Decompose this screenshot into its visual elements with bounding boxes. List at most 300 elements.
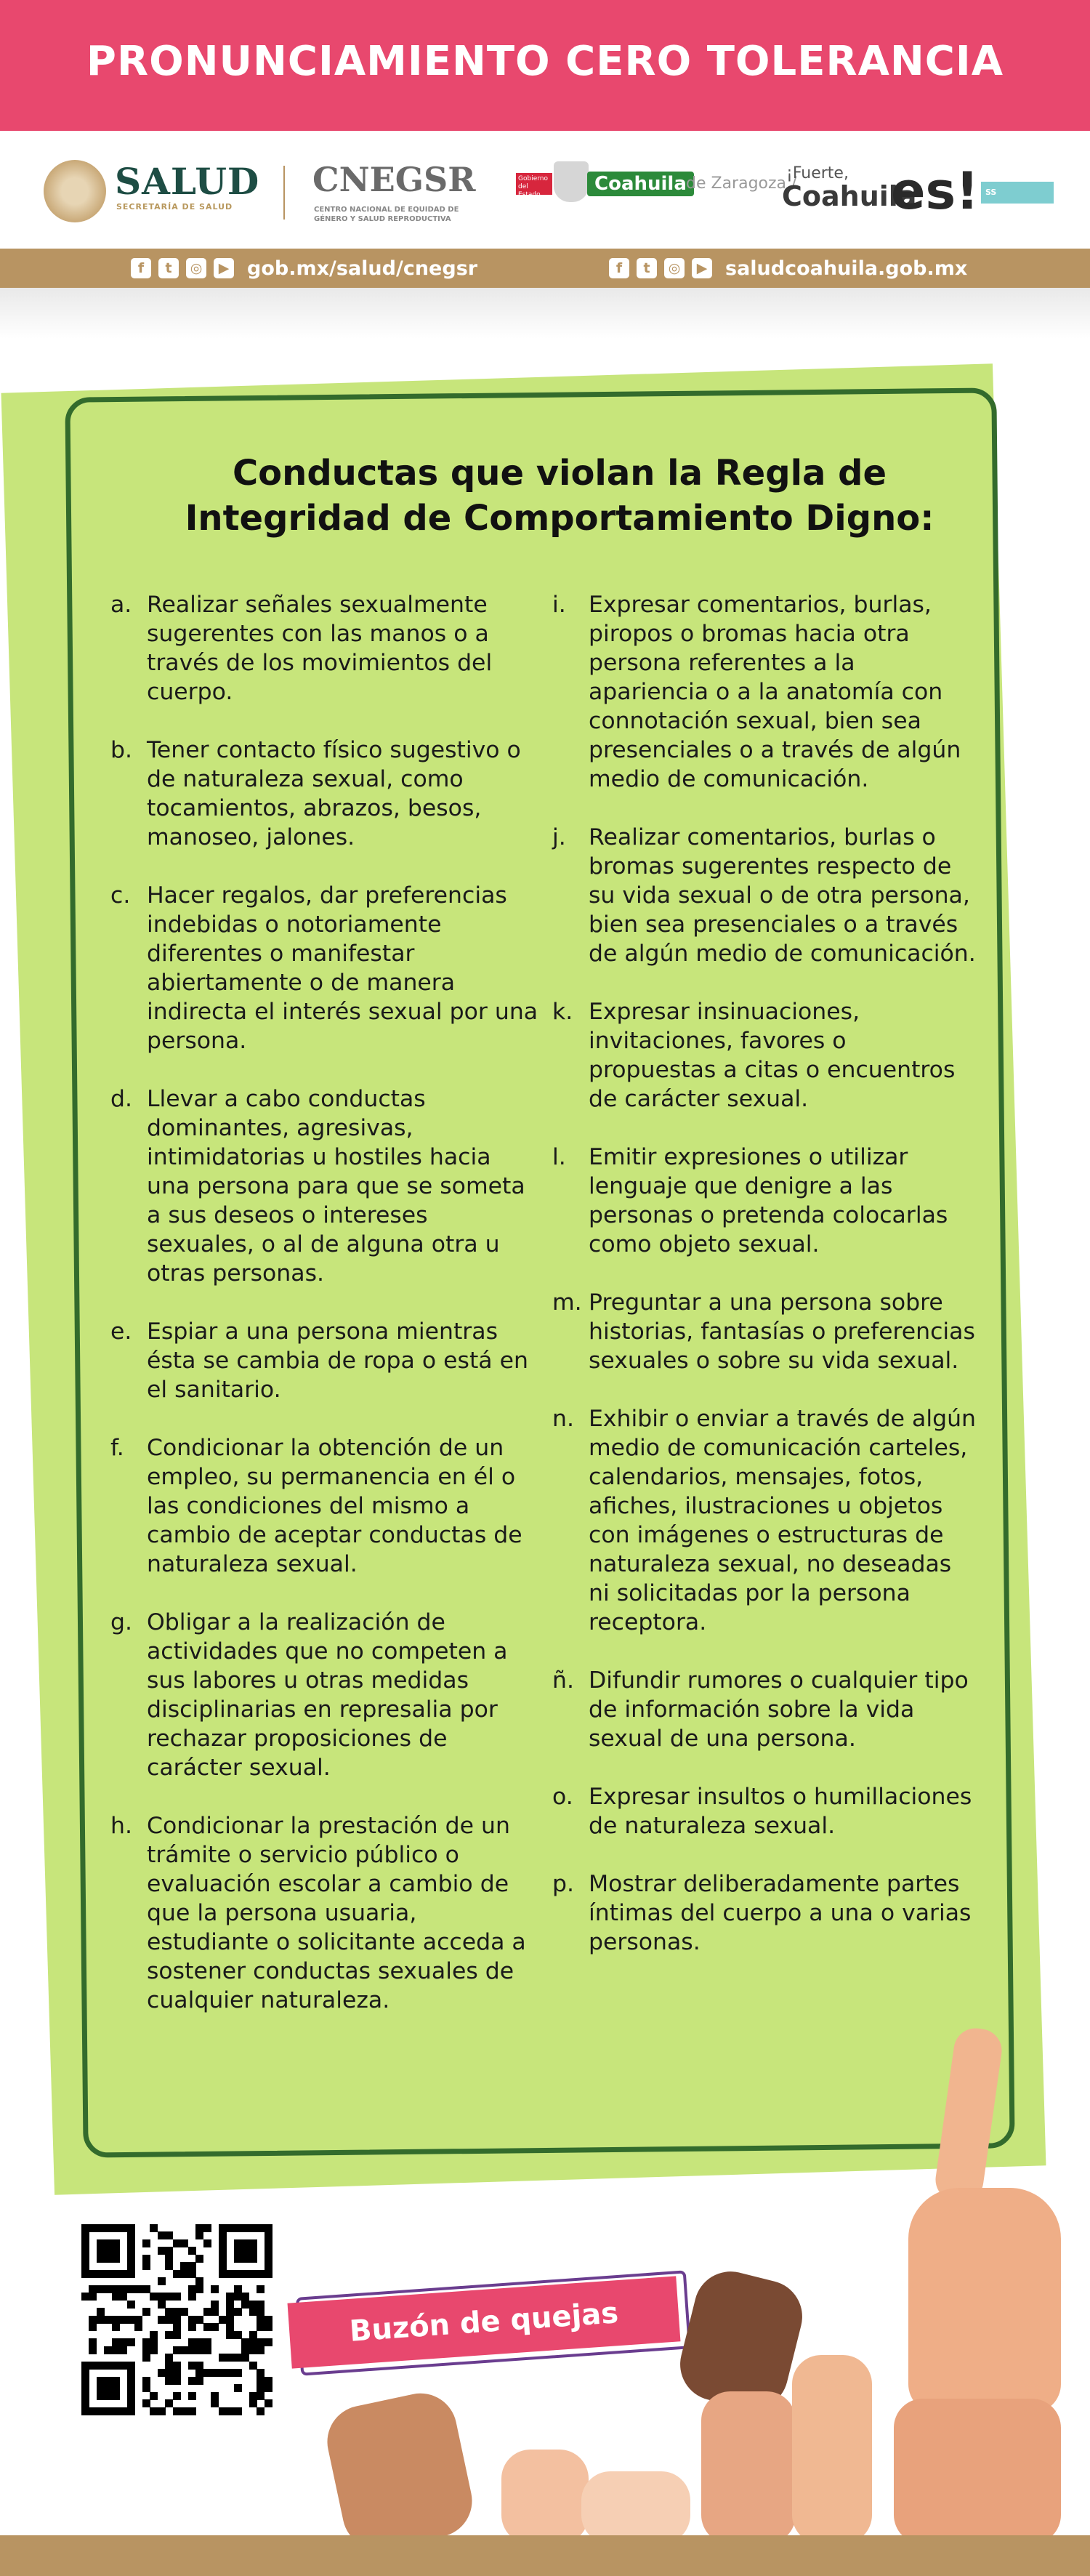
qr-module: [104, 2377, 112, 2385]
qr-module: [127, 2399, 135, 2407]
qr-module: [134, 2316, 142, 2324]
item-text: Obligar a la realización de actividades que no competen a sus labores u otras medidas disciplinarias en represalia por rechazar proposiciones de carácter sexual.: [147, 1609, 508, 1781]
qr-module: [127, 2231, 135, 2239]
qr-module: [219, 2354, 227, 2362]
qr-module: [241, 2301, 249, 2309]
qr-module: [211, 2399, 219, 2407]
qr-module: [112, 2255, 120, 2263]
qr-module: [81, 2293, 89, 2301]
qr-module: [226, 2224, 234, 2232]
qr-module: [265, 2247, 272, 2255]
qr-module: [119, 2338, 127, 2346]
item-letter: n.: [552, 1406, 574, 1432]
qr-module: [89, 2338, 97, 2346]
qr-module: [195, 2224, 203, 2232]
qr-module: [97, 2224, 105, 2232]
qr-module: [219, 2407, 227, 2415]
qr-module: [165, 2377, 173, 2385]
qr-module: [97, 2407, 105, 2415]
qr-module: [112, 2392, 120, 2400]
qr-module: [257, 2407, 265, 2415]
zaragoza-label: de Zaragoza /: [686, 174, 797, 193]
list-item: [110, 1608, 539, 1782]
item-letter: g.: [110, 1609, 133, 1635]
qr-module: [234, 2255, 242, 2263]
qr-module: [142, 2262, 150, 2270]
qr-module: [219, 2255, 227, 2263]
qr-module: [81, 2231, 89, 2239]
qr-module: [89, 2316, 97, 2324]
qr-module: [158, 2293, 166, 2301]
qr-module: [173, 2407, 181, 2415]
mexico-seal-icon: [44, 160, 106, 222]
qr-module: [249, 2301, 257, 2309]
qr-module: [226, 2270, 234, 2278]
qr-module: [241, 2354, 249, 2362]
qr-module: [112, 2323, 120, 2331]
list-item: [552, 1404, 977, 1637]
qr-module: [127, 2270, 135, 2278]
qr-module: [104, 2255, 112, 2263]
qr-module: [127, 2369, 135, 2377]
qr-module: [142, 2399, 150, 2407]
qr-module: [234, 2384, 242, 2392]
qr-module: [150, 2224, 158, 2232]
qr-module: [249, 2362, 257, 2370]
qr-module: [211, 2308, 219, 2316]
qr-module: [203, 2346, 211, 2354]
qr-module: [211, 2392, 219, 2400]
qr-module: [104, 2392, 112, 2400]
qr-module: [257, 2346, 265, 2354]
qr-module: [241, 2255, 249, 2263]
qr-module: [265, 2338, 272, 2346]
buzon-quejas-button[interactable]: Buzón de quejas: [288, 2276, 681, 2368]
item-letter: c.: [110, 882, 131, 909]
qr-module: [158, 2316, 166, 2324]
qr-module: [203, 2224, 211, 2232]
qr-module: [112, 2407, 120, 2415]
qr-module: [165, 2362, 173, 2370]
qr-module: [257, 2377, 265, 2385]
fuerte-coahuila-label: Coahuila: [782, 180, 917, 212]
qr-code[interactable]: [81, 2224, 272, 2415]
qr-module: [165, 2399, 173, 2407]
qr-module: [195, 2377, 203, 2385]
qr-module: [150, 2293, 158, 2301]
qr-module: [241, 2239, 249, 2247]
qr-module: [180, 2262, 188, 2270]
qr-module: [234, 2224, 242, 2232]
hand-illustration: [320, 2386, 479, 2556]
qr-module: [112, 2239, 120, 2247]
qr-module: [165, 2293, 173, 2301]
qr-module: [226, 2369, 234, 2377]
qr-module: [104, 2285, 112, 2293]
qr-module: [180, 2308, 188, 2316]
qr-module: [127, 2239, 135, 2247]
social-url-right[interactable]: saludcoahuila.gob.mx: [725, 257, 968, 280]
youtube-icon[interactable]: ▶: [692, 258, 712, 278]
item-text: Tener contacto físico sugestivo o de naturaleza sexual, como tocamientos, abrazos, besos, manoseo, jalones.: [147, 737, 521, 850]
qr-module: [112, 2338, 120, 2346]
qr-module: [249, 2346, 257, 2354]
gobierno-label: Gobierno del Estado: [516, 173, 552, 195]
qr-module: [119, 2224, 127, 2232]
qr-module: [165, 2231, 173, 2239]
qr-module: [249, 2224, 257, 2232]
qr-module: [249, 2247, 257, 2255]
qr-module: [226, 2331, 234, 2339]
qr-module: [180, 2346, 188, 2354]
list-item: [552, 823, 977, 968]
qr-module: [219, 2262, 227, 2270]
qr-module: [249, 2270, 257, 2278]
list-item: [110, 1811, 539, 2015]
qr-module: [173, 2239, 181, 2247]
item-text: Realizar comentarios, burlas o bromas sugerentes respecto de su vida sexual o de otra persona, bien sea presenciales o a través de algún medio de comunicación.: [589, 824, 976, 967]
salud-logo: SALUD: [115, 160, 260, 203]
qr-module: [104, 2362, 112, 2370]
qr-module: [119, 2346, 127, 2354]
qr-module: [97, 2377, 105, 2385]
qr-module: [97, 2392, 105, 2400]
qr-module: [226, 2308, 234, 2316]
item-letter: ñ.: [552, 1667, 574, 1694]
qr-module: [89, 2362, 97, 2370]
qr-module: [234, 2239, 242, 2247]
facebook-icon[interactable]: f: [609, 258, 629, 278]
qr-module: [97, 2384, 105, 2392]
qr-module: [127, 2301, 135, 2309]
facebook-icon[interactable]: f: [131, 258, 151, 278]
hand-illustration: [894, 2399, 1061, 2544]
qr-module: [127, 2392, 135, 2400]
item-letter: d.: [110, 1086, 133, 1112]
qr-module: [195, 2369, 203, 2377]
qr-module: [195, 2255, 203, 2263]
qr-module: [173, 2377, 181, 2385]
qr-module: [158, 2369, 166, 2377]
qr-module: [241, 2224, 249, 2232]
coahuila-shield-icon: [554, 161, 589, 202]
qr-module: [104, 2247, 112, 2255]
qr-module: [234, 2407, 242, 2415]
qr-module: [142, 2338, 150, 2346]
qr-module: [188, 2293, 196, 2301]
qr-module: [173, 2331, 181, 2339]
qr-module: [265, 2377, 272, 2385]
qr-module: [173, 2369, 181, 2377]
qr-module: [119, 2270, 127, 2278]
list-item: [110, 1433, 539, 1579]
item-text: Preguntar a una persona sobre historias, fantasías o preferencias sexuales o sobre su vida sexual.: [589, 1289, 975, 1374]
qr-module: [180, 2407, 188, 2415]
item-letter: i.: [552, 592, 566, 618]
item-letter: l.: [552, 1144, 566, 1170]
qr-module: [219, 2224, 227, 2232]
qr-module: [249, 2331, 257, 2339]
qr-module: [241, 2270, 249, 2278]
qr-module: [257, 2316, 265, 2324]
qr-module: [219, 2247, 227, 2255]
instagram-icon[interactable]: ◎: [664, 258, 685, 278]
social-group-right: [609, 254, 967, 282]
qr-module: [158, 2407, 166, 2415]
qr-module: [127, 2338, 135, 2346]
item-letter: k.: [552, 999, 573, 1025]
qr-module: [188, 2338, 196, 2346]
list-item: [110, 881, 539, 1055]
qr-module: [188, 2262, 196, 2270]
qr-module: [150, 2338, 158, 2346]
qr-module: [81, 2399, 89, 2407]
qr-module: [104, 2316, 112, 2324]
ss-logo: SS SECRETARÍA DE SALUD: [981, 182, 1054, 204]
qr-module: [112, 2247, 120, 2255]
qr-module: [265, 2255, 272, 2263]
qr-module: [265, 2323, 272, 2331]
qr-module: [173, 2293, 181, 2301]
item-text: Exhibir o enviar a través de algún medio de comunicación carteles, calendarios, mensajes, fotos, afiches, ilustraciones u objetos con imágenes o estructuras de naturaleza sexual, no deseadas ni solicitadas por la persona receptora.: [589, 1406, 976, 1635]
qr-module: [265, 2224, 272, 2232]
youtube-icon[interactable]: ▶: [214, 258, 234, 278]
list-item: [552, 590, 977, 794]
qr-module: [234, 2369, 242, 2377]
qr-module: [265, 2239, 272, 2247]
item-letter: h.: [110, 1813, 132, 1839]
qr-module: [188, 2323, 196, 2331]
qr-module: [203, 2369, 211, 2377]
qr-module: [249, 2392, 257, 2400]
logo-divider: [283, 166, 285, 220]
qr-module: [112, 2224, 120, 2232]
qr-module: [226, 2316, 234, 2324]
qr-module: [241, 2338, 249, 2346]
qr-module: [81, 2270, 89, 2278]
qr-module: [112, 2362, 120, 2370]
qr-module: [180, 2239, 188, 2247]
qr-module: [81, 2262, 89, 2270]
qr-module: [188, 2377, 196, 2385]
twitter-icon[interactable]: t: [637, 258, 657, 278]
item-text: Condicionar la obtención de un empleo, su permanencia en él o las condiciones del mismo a cambio de aceptar conductas de naturaleza sexual.: [147, 1435, 522, 1577]
qr-module: [165, 2247, 173, 2255]
social-url-left[interactable]: gob.mx/salud/cnegsr: [247, 257, 478, 280]
qr-module: [265, 2384, 272, 2392]
twitter-icon[interactable]: t: [158, 258, 179, 278]
qr-module: [195, 2285, 203, 2293]
qr-module: [257, 2270, 265, 2278]
qr-module: [226, 2407, 234, 2415]
salud-subtitle: SECRETARÍA DE SALUD: [116, 202, 233, 212]
qr-module: [257, 2308, 265, 2316]
qr-module: [127, 2316, 135, 2324]
qr-module: [119, 2362, 127, 2370]
qr-module: [219, 2316, 227, 2324]
item-text: Realizar señales sexualmente sugerentes con las manos o a través de los movimientos del cuerpo.: [147, 592, 493, 705]
qr-module: [234, 2293, 242, 2301]
panel-title-line1: Conductas que violan la Regla de: [232, 453, 887, 494]
bottom-strip: [0, 2535, 1090, 2576]
qr-module: [188, 2407, 196, 2415]
qr-module: [127, 2247, 135, 2255]
qr-module: [257, 2285, 265, 2293]
qr-module: [188, 2247, 196, 2255]
hand-illustration: [701, 2391, 796, 2544]
qr-module: [89, 2346, 97, 2354]
qr-module: [89, 2293, 97, 2301]
page-title: PRONUNCIAMIENTO CERO TOLERANCIA: [86, 38, 1004, 85]
qr-module: [97, 2308, 105, 2316]
qr-module: [173, 2323, 181, 2331]
item-letter: a.: [110, 592, 132, 618]
qr-module: [180, 2270, 188, 2278]
qr-module: [127, 2407, 135, 2415]
qr-module: [134, 2323, 142, 2331]
qr-module: [112, 2270, 120, 2278]
qr-module: [195, 2362, 203, 2370]
qr-module: [104, 2270, 112, 2278]
qr-module: [211, 2301, 219, 2309]
qr-module: [219, 2369, 227, 2377]
qr-module: [188, 2346, 196, 2354]
qr-module: [81, 2247, 89, 2255]
qr-module: [127, 2362, 135, 2370]
qr-module: [188, 2285, 196, 2293]
qr-module: [81, 2377, 89, 2385]
qr-module: [173, 2346, 181, 2354]
qr-module: [112, 2316, 120, 2324]
list-item: [552, 1666, 977, 1753]
qr-module: [249, 2255, 257, 2263]
qr-module: [97, 2270, 105, 2278]
qr-module: [112, 2377, 120, 2385]
qr-module: [241, 2346, 249, 2354]
qr-module: [89, 2285, 97, 2293]
qr-module: [104, 2384, 112, 2392]
panel-title: [109, 451, 1010, 541]
instagram-icon[interactable]: ◎: [186, 258, 206, 278]
qr-module: [257, 2301, 265, 2309]
qr-module: [203, 2308, 211, 2316]
conduct-list-right: [552, 590, 977, 1957]
qr-module: [119, 2407, 127, 2415]
qr-module: [234, 2270, 242, 2278]
qr-module: [165, 2354, 173, 2362]
item-text: Mostrar deliberadamente partes íntimas del cuerpo a una o varias personas.: [589, 1871, 972, 1955]
list-item: [110, 736, 539, 852]
qr-module: [249, 2239, 257, 2247]
qr-module: [150, 2331, 158, 2339]
qr-module: [142, 2285, 150, 2293]
qr-module: [119, 2285, 127, 2293]
qr-module: [81, 2369, 89, 2377]
qr-module: [158, 2231, 166, 2239]
qr-module: [265, 2262, 272, 2270]
qr-module: [112, 2346, 120, 2354]
qr-module: [142, 2377, 150, 2385]
qr-module: [211, 2285, 219, 2293]
qr-module: [127, 2285, 135, 2293]
qr-module: [257, 2224, 265, 2232]
qr-module: [81, 2362, 89, 2370]
qr-module: [127, 2224, 135, 2232]
qr-module: [81, 2384, 89, 2392]
qr-module: [173, 2270, 181, 2278]
item-text: Espiar a una persona mientras ésta se cambia de ropa o está en el sanitario.: [147, 1319, 528, 1403]
list-item: [110, 1084, 539, 1288]
item-text: Condicionar la prestación de un trámite o servicio público o evaluación escolar a cambio de que la persona usuaria, estudiante o solicitante acceda a sostener conductas sexuales de cualquier naturaleza.: [147, 1813, 526, 2013]
qr-module: [81, 2407, 89, 2415]
list-item: [552, 997, 977, 1114]
qr-module: [165, 2255, 173, 2263]
qr-module: [81, 2392, 89, 2400]
qr-module: [173, 2308, 181, 2316]
qr-module: [226, 2293, 234, 2301]
social-bar: [0, 249, 1090, 288]
item-letter: f.: [110, 1435, 124, 1461]
qr-module: [81, 2239, 89, 2247]
qr-module: [97, 2239, 105, 2247]
qr-module: [203, 2239, 211, 2247]
hand-illustration: [501, 2450, 589, 2544]
qr-module: [234, 2247, 242, 2255]
qr-module: [104, 2239, 112, 2247]
item-text: Expresar comentarios, burlas, piropos o bromas hacia otra persona referentes a la apariencia o a la anatomía con connotación sexual, bien sea presenciales o a través de algún medio de comunicación.: [589, 592, 961, 792]
qr-module: [219, 2270, 227, 2278]
qr-module: [219, 2239, 227, 2247]
cnegsr-subtitle: CENTRO NACIONAL DE EQUIDAD DE GÉNERO Y SALUD REPRODUCTIVA: [314, 206, 459, 223]
qr-module: [165, 2262, 173, 2270]
qr-module: [241, 2293, 249, 2301]
qr-module: [234, 2354, 242, 2362]
qr-module: [195, 2346, 203, 2354]
item-letter: o.: [552, 1784, 573, 1810]
qr-module: [142, 2346, 150, 2354]
qr-module: [173, 2392, 181, 2400]
qr-module: [127, 2255, 135, 2263]
item-letter: m.: [552, 1289, 582, 1316]
hand-illustration: [908, 2188, 1061, 2413]
conduct-list-left: [110, 590, 539, 2015]
qr-module: [97, 2247, 105, 2255]
list-item: [552, 1869, 977, 1957]
qr-module: [142, 2308, 150, 2316]
qr-module: [188, 2362, 196, 2370]
qr-module: [150, 2407, 158, 2415]
qr-module: [234, 2308, 242, 2316]
cnegsr-logo: CNEGSR: [312, 160, 476, 199]
top-banner: [0, 0, 1090, 131]
qr-module: [127, 2384, 135, 2392]
qr-module: [89, 2323, 97, 2331]
qr-module: [81, 2255, 89, 2263]
qr-module: [211, 2369, 219, 2377]
qr-module: [97, 2362, 105, 2370]
qr-module: [257, 2392, 265, 2400]
list-item: [552, 1288, 977, 1375]
qr-module: [165, 2308, 173, 2316]
es-logo: es!: [891, 161, 980, 221]
qr-module: [158, 2247, 166, 2255]
qr-module: [211, 2323, 219, 2331]
qr-module: [142, 2354, 150, 2362]
qr-module: [150, 2392, 158, 2400]
qr-module: [89, 2407, 97, 2415]
qr-module: [203, 2323, 211, 2331]
qr-module: [173, 2316, 181, 2324]
